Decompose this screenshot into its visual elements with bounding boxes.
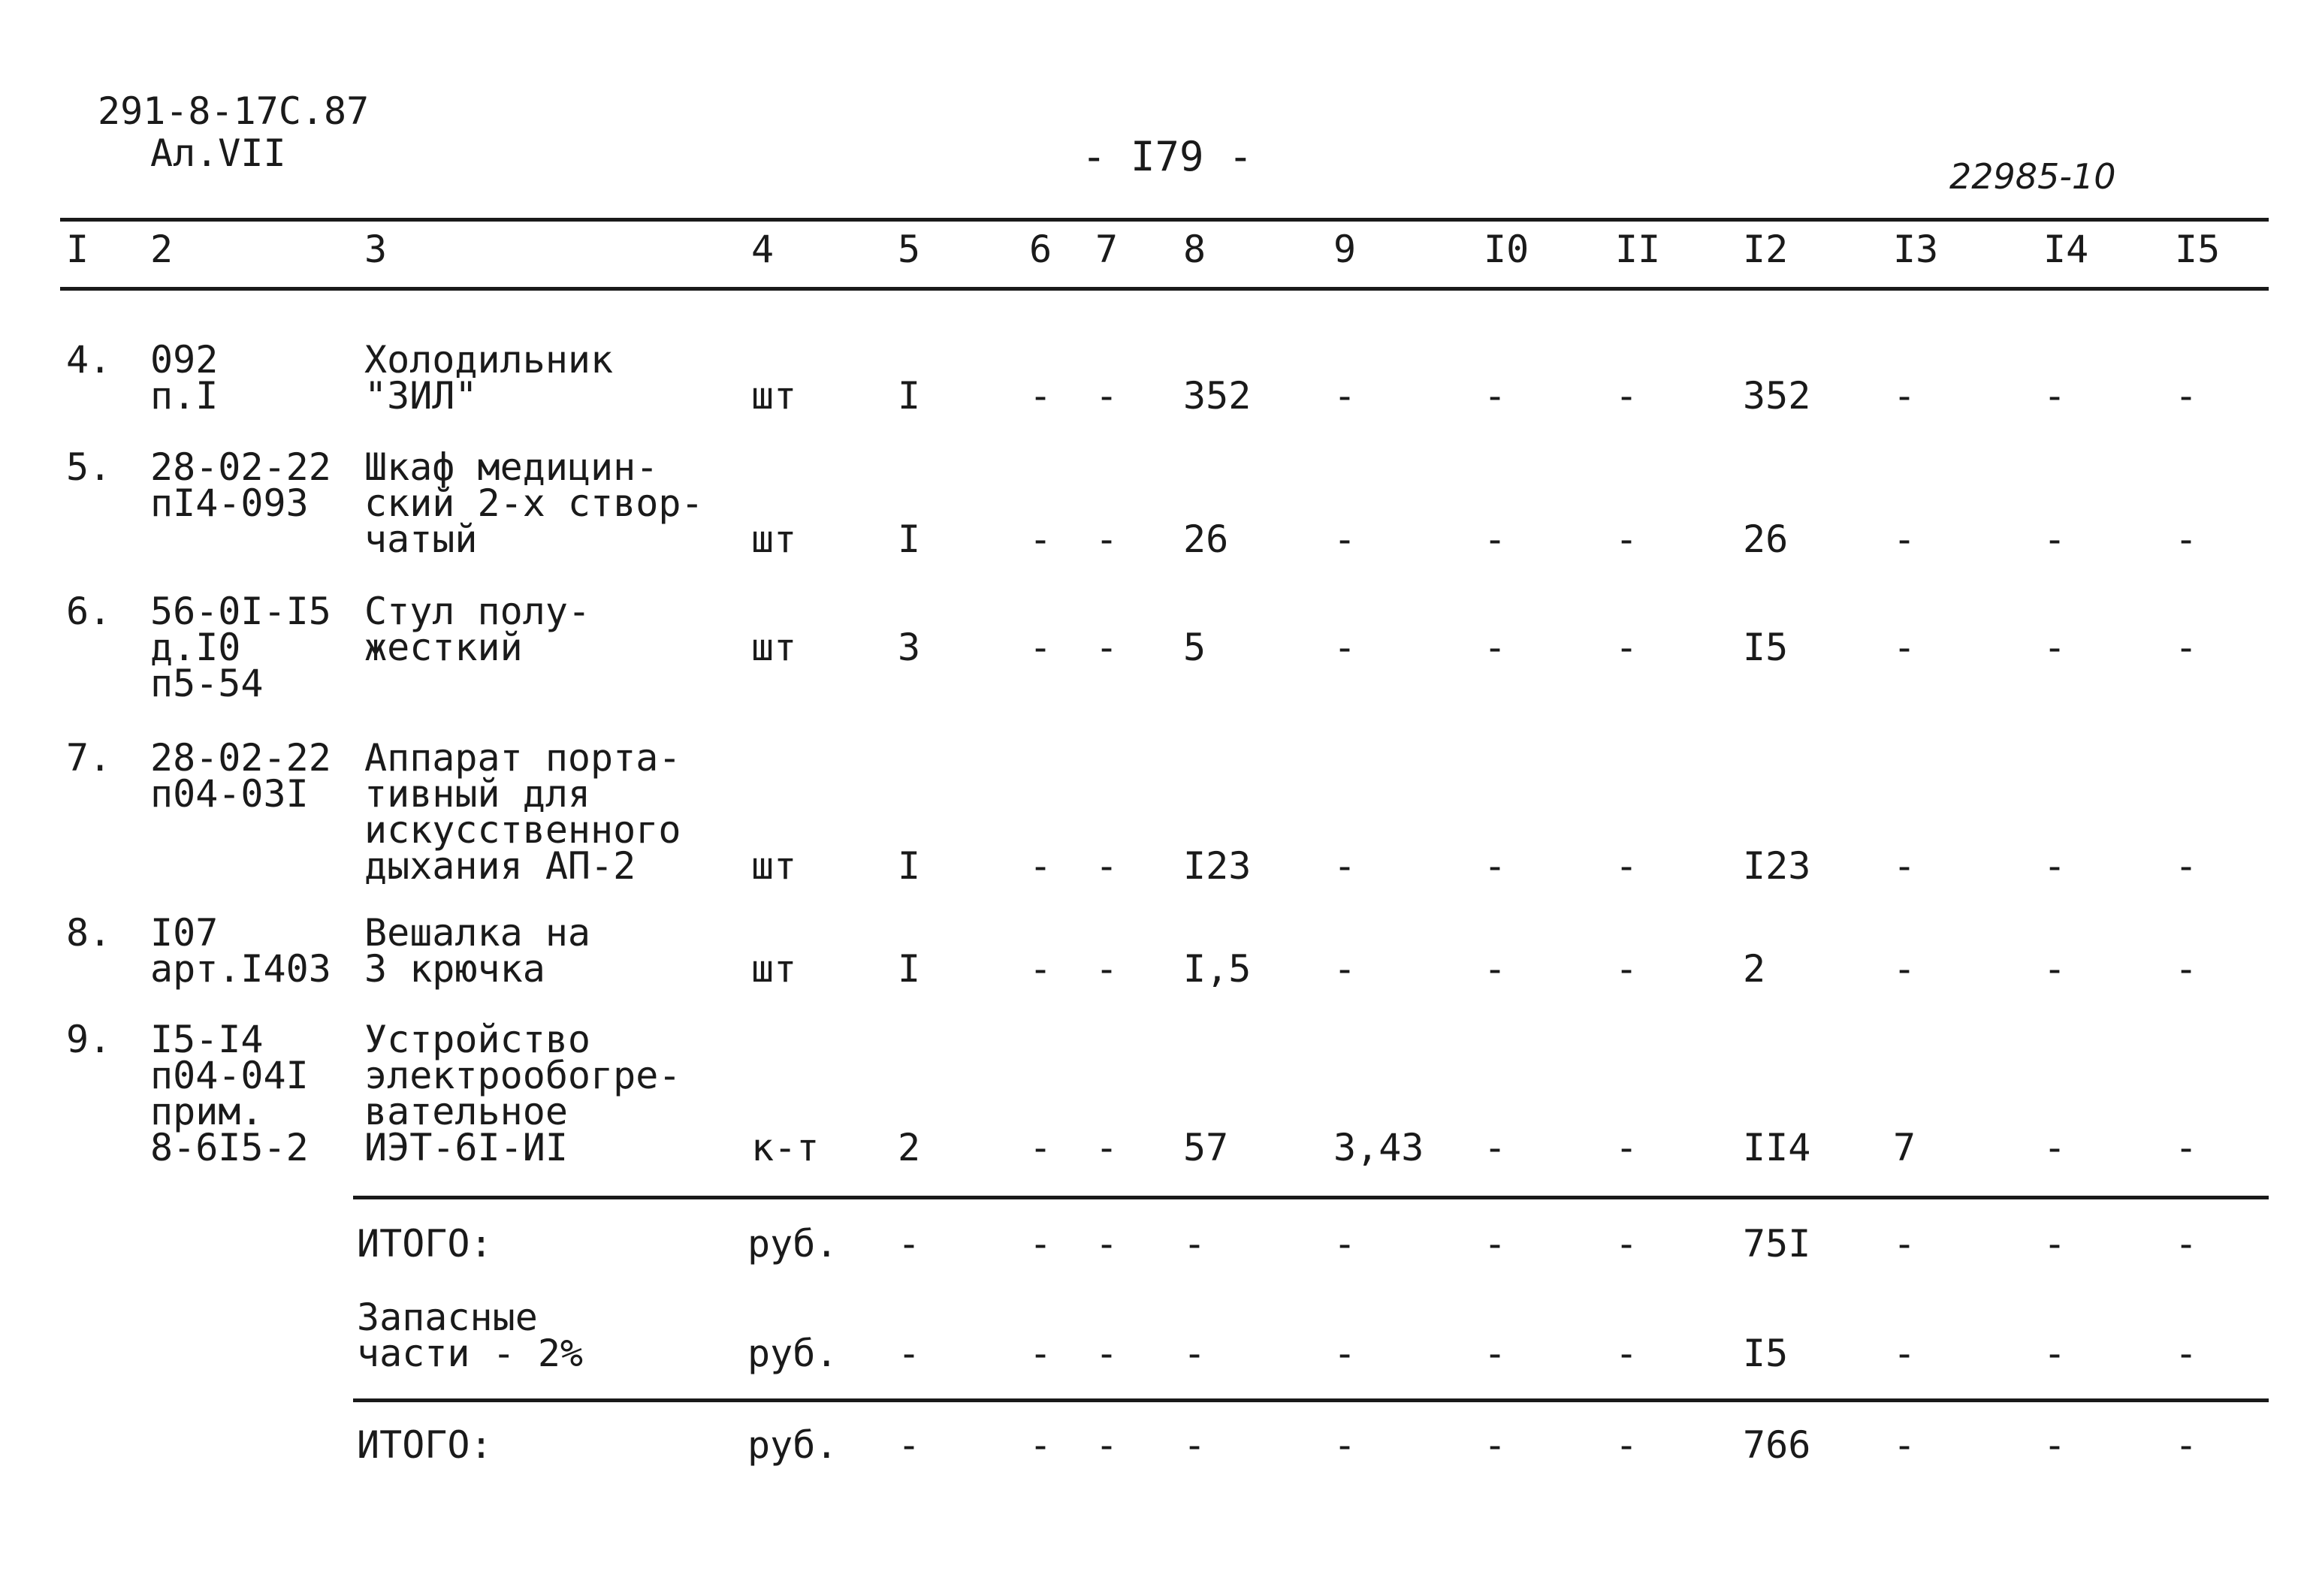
row-value: II4 — [1743, 1126, 1811, 1169]
row-value: I,5 — [1183, 947, 1252, 991]
row-value: - — [1333, 844, 1357, 888]
row-value: - — [1484, 374, 1507, 418]
total-value: - — [1484, 1332, 1507, 1375]
total-value: 75I — [1743, 1222, 1811, 1266]
total-value: - — [1893, 1332, 1916, 1375]
total-value: - — [1095, 1423, 1119, 1467]
row-unit: шт — [751, 626, 797, 669]
total-value: - — [2175, 1222, 2198, 1266]
total-value: - — [1029, 1332, 1052, 1375]
row-value: - — [2043, 844, 2067, 888]
row-value: - — [1333, 517, 1357, 561]
column-header: 2 — [150, 228, 174, 271]
row-value: - — [2175, 517, 2198, 561]
row-number: 5. — [66, 445, 112, 489]
total-unit: руб. — [747, 1222, 838, 1266]
row-value: - — [2043, 947, 2067, 991]
row-value: 352 — [1743, 374, 1811, 418]
column-header: 5 — [898, 228, 921, 271]
row-unit: шт — [751, 517, 797, 561]
row-number: 7. — [66, 736, 112, 780]
row-code: 092 п.I — [150, 338, 219, 418]
row-name: Стул полу- жесткий — [364, 590, 591, 669]
total-unit: руб. — [747, 1332, 838, 1375]
row-code: 56-0I-I5 д.I0 п5-54 — [150, 590, 331, 705]
total-value: - — [1615, 1332, 1638, 1375]
row-value: - — [1615, 374, 1638, 418]
total-value: I5 — [1743, 1332, 1789, 1375]
document-code-line2: Ал.VII — [150, 131, 286, 175]
row-value: - — [1095, 844, 1119, 888]
row-value: - — [1095, 1126, 1119, 1169]
total-value: - — [1615, 1423, 1638, 1467]
column-header: II — [1615, 228, 1661, 271]
total-value: - — [1095, 1332, 1119, 1375]
row-unit: шт — [751, 947, 797, 991]
row-value: I23 — [1743, 844, 1811, 888]
row-value: - — [2043, 517, 2067, 561]
total-value: - — [1183, 1332, 1206, 1375]
column-header: 3 — [364, 228, 388, 271]
column-header: 9 — [1333, 228, 1357, 271]
total-label: Запасные части - 2% — [357, 1296, 584, 1375]
row-value: - — [1893, 844, 1916, 888]
row-unit: шт — [751, 844, 797, 888]
total-value: - — [2175, 1332, 2198, 1375]
total-value: - — [1095, 1222, 1119, 1266]
row-value: - — [1893, 947, 1916, 991]
row-value: - — [1615, 517, 1638, 561]
total-value: - — [2043, 1423, 2067, 1467]
total-value: - — [1183, 1222, 1206, 1266]
row-value: - — [1095, 374, 1119, 418]
row-number: 6. — [66, 590, 112, 633]
row-value: I5 — [1743, 626, 1789, 669]
row-value: - — [1484, 844, 1507, 888]
total-value: - — [1333, 1332, 1357, 1375]
row-name: Шкаф медицин- ский 2-х створ- чатый — [364, 445, 704, 561]
total-value: - — [1484, 1222, 1507, 1266]
total-value: - — [1484, 1423, 1507, 1467]
row-value: I — [898, 947, 921, 991]
row-value: 57 — [1183, 1126, 1229, 1169]
total-value: 766 — [1743, 1423, 1811, 1467]
row-value: 3 — [898, 626, 921, 669]
row-value: - — [1029, 517, 1052, 561]
row-value: - — [1615, 844, 1638, 888]
row-value: - — [1615, 626, 1638, 669]
column-header: 8 — [1183, 228, 1206, 271]
row-unit: шт — [751, 374, 797, 418]
row-value: 2 — [898, 1126, 921, 1169]
row-value: - — [1029, 374, 1052, 418]
total-label: ИТОГО: — [357, 1423, 493, 1467]
row-value: - — [2175, 374, 2198, 418]
row-value: - — [1333, 374, 1357, 418]
column-header: I0 — [1484, 228, 1529, 271]
total-value: - — [898, 1332, 921, 1375]
row-value: I — [898, 374, 921, 418]
total-value: - — [898, 1423, 921, 1467]
row-value: - — [1484, 517, 1507, 561]
row-value: - — [2175, 947, 2198, 991]
row-name: Аппарат порта- тивный для искусственного дыхания АП-2 — [364, 736, 681, 888]
total-unit: руб. — [747, 1423, 838, 1467]
total-value: - — [2175, 1423, 2198, 1467]
row-value: I23 — [1183, 844, 1252, 888]
total-value: - — [2043, 1332, 2067, 1375]
column-header: I — [66, 228, 89, 271]
total-value: - — [2043, 1222, 2067, 1266]
row-value: - — [2043, 1126, 2067, 1169]
total-label: ИТОГО: — [357, 1222, 493, 1266]
row-number: 4. — [66, 338, 112, 382]
row-value: - — [1029, 1126, 1052, 1169]
row-value: - — [1893, 626, 1916, 669]
row-value: 7 — [1893, 1126, 1916, 1169]
row-value: - — [1484, 947, 1507, 991]
column-header: I3 — [1893, 228, 1939, 271]
row-unit: к-т — [751, 1126, 820, 1169]
row-value: 352 — [1183, 374, 1252, 418]
row-value: - — [1484, 1126, 1507, 1169]
row-value: - — [1333, 626, 1357, 669]
row-number: 9. — [66, 1018, 112, 1061]
document-code-line1: 291-8-17С.87 — [98, 89, 370, 133]
total-value: - — [1893, 1423, 1916, 1467]
row-name: Устройство электрообогре- вательное ИЭТ-6I-ИI — [364, 1018, 681, 1169]
row-value: - — [1333, 947, 1357, 991]
column-header: I2 — [1743, 228, 1789, 271]
total-value: - — [1029, 1423, 1052, 1467]
column-header: 7 — [1095, 228, 1119, 271]
row-code: I5-I4 п04-04I прим. 8-6I5-2 — [150, 1018, 309, 1169]
row-value: - — [1484, 626, 1507, 669]
row-value: I — [898, 844, 921, 888]
row-value: 26 — [1743, 517, 1789, 561]
row-value: - — [2043, 374, 2067, 418]
total-value: - — [898, 1222, 921, 1266]
total-value: - — [1333, 1222, 1357, 1266]
row-value: 26 — [1183, 517, 1229, 561]
row-value: 2 — [1743, 947, 1766, 991]
row-value: - — [1029, 844, 1052, 888]
column-header: I4 — [2043, 228, 2089, 271]
row-code: I07 арт.I403 — [150, 911, 331, 991]
row-code: 28-02-22 п04-03I — [150, 736, 331, 816]
row-name: Вешалка на 3 крючка — [364, 911, 591, 991]
total-value: - — [1183, 1423, 1206, 1467]
row-value: - — [1893, 517, 1916, 561]
row-value: - — [2175, 844, 2198, 888]
page-number: - I79 - — [1082, 133, 1253, 180]
column-header: 4 — [751, 228, 775, 271]
row-code: 28-02-22 пI4-093 — [150, 445, 331, 525]
document-number: 22985-10 — [1949, 156, 2116, 197]
row-value: - — [1095, 947, 1119, 991]
row-name: Холодильник "ЗИЛ" — [364, 338, 614, 418]
row-value: - — [2175, 626, 2198, 669]
row-value: I — [898, 517, 921, 561]
row-value: 5 — [1183, 626, 1206, 669]
row-value: - — [1029, 626, 1052, 669]
row-value: - — [1029, 947, 1052, 991]
row-value: - — [1095, 626, 1119, 669]
column-header: 6 — [1029, 228, 1052, 271]
row-value: - — [2175, 1126, 2198, 1169]
row-number: 8. — [66, 911, 112, 955]
row-value: - — [2043, 626, 2067, 669]
total-value: - — [1893, 1222, 1916, 1266]
total-value: - — [1333, 1423, 1357, 1467]
row-value: - — [1893, 374, 1916, 418]
row-value: - — [1095, 517, 1119, 561]
total-value: - — [1615, 1222, 1638, 1266]
row-value: 3,43 — [1333, 1126, 1424, 1169]
row-value: - — [1615, 947, 1638, 991]
column-header: I5 — [2175, 228, 2221, 271]
row-value: - — [1615, 1126, 1638, 1169]
total-value: - — [1029, 1222, 1052, 1266]
